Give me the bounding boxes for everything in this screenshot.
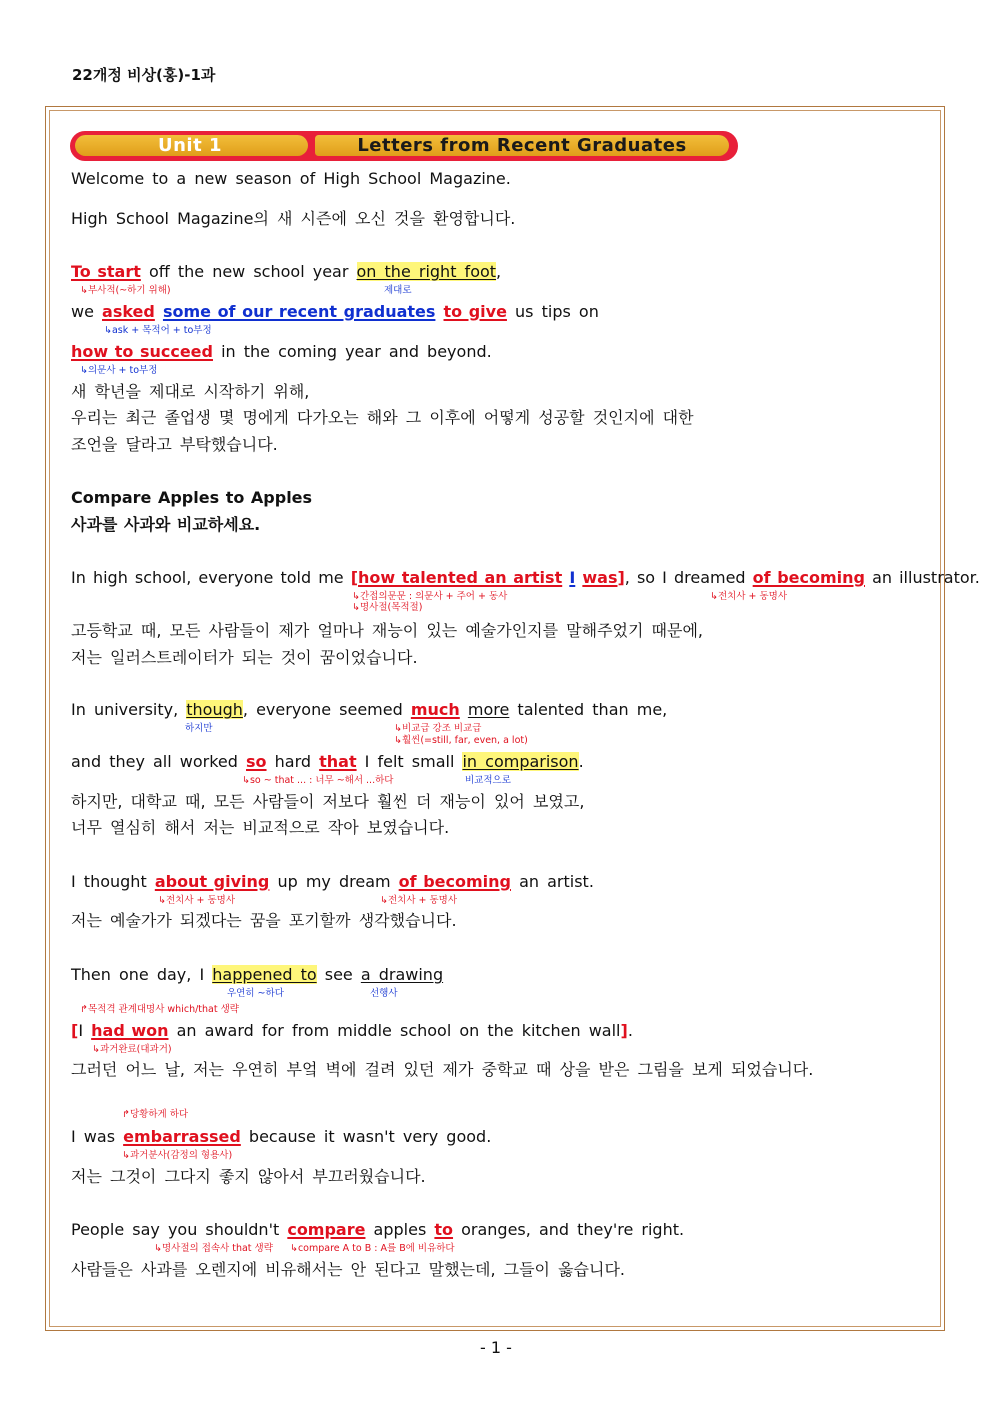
annotation: ↳명사절(목적절): [352, 602, 423, 613]
document-header-label: 22개정 비상(홍)-1과: [72, 66, 216, 84]
p8-line1: People say you shouldn't compare apples to oranges, and they're right.: [71, 1220, 685, 1239]
p6-line2: [I had won an award for from middle school on the kitchen wall].: [71, 1021, 633, 1040]
annotation: 우연히 ~하다: [227, 988, 284, 999]
page-number: - 1 -: [480, 1338, 512, 1357]
p4-ko-2: 너무 열심히 해서 저는 비교적으로 작아 보였습니다.: [71, 818, 450, 837]
annotation: ↳과거완료(대과거): [92, 1044, 172, 1055]
annotation: 제대로: [384, 285, 412, 296]
p2-line1: To start off the new school year on the right foot,: [71, 262, 502, 281]
unit-title: Letters from Recent Graduates: [357, 135, 687, 156]
p2-ko-3: 조언을 달라고 부탁했습니다.: [71, 435, 278, 454]
annotation: ↳so ~ that ... : 너무 ~해서 ...하다: [242, 775, 394, 786]
section-heading-en: Compare Apples to Apples: [71, 488, 313, 507]
p2-line3: how to succeed in the coming year and beyond.: [71, 342, 492, 361]
annotation: 선행사: [370, 988, 398, 999]
p5-ko: 저는 예술가가 되겠다는 꿈을 포기할까 생각했습니다.: [71, 911, 457, 930]
p4-line1: In university, though, everyone seemed much more talented than me,: [71, 700, 668, 719]
annotation: ↳compare A to B : A를 B에 비유하다: [290, 1243, 455, 1254]
p7-ko: 저는 그것이 그다지 좋지 않아서 부끄러웠습니다.: [71, 1167, 426, 1186]
p6-ko: 그러던 어느 날, 저는 우연히 부엌 벽에 걸려 있던 제가 중학교 때 상을 받은 그림을 보게 되었습니다.: [71, 1060, 814, 1079]
annotation: ↳ask + 목적어 + to부정: [104, 325, 212, 336]
annotation: ↳부사적(~하기 위해): [80, 285, 171, 296]
unit-banner: [70, 131, 738, 161]
p2-ko-2: 우리는 최근 졸업생 몇 명에게 다가오는 해와 그 이후에 어떻게 성공할 것인지에 대한: [71, 408, 694, 427]
p4-line2: and they all worked so hard that I felt small in comparison.: [71, 752, 584, 771]
annotation: ↳간접의문문 : 의문사 + 주어 + 동사: [352, 591, 508, 602]
p2-line2: we asked some of our recent graduates to give us tips on: [71, 302, 599, 321]
annotation: ↳과거분사(감정의 형용사): [122, 1150, 233, 1161]
unit-label: Unit 1: [158, 135, 222, 156]
p2-ko-1: 새 학년을 제대로 시작하기 위해,: [71, 382, 310, 401]
annotation: ↱당황하게 하다: [122, 1109, 189, 1120]
p3-ko-2: 저는 일러스트레이터가 되는 것이 꿈이었습니다.: [71, 648, 418, 667]
welcome-en: Welcome to a new season of High School Magazine.: [71, 169, 511, 188]
section-heading-ko: 사과를 사과와 비교하세요.: [71, 515, 261, 534]
welcome-ko: High School Magazine의 새 시즌에 오신 것을 환영합니다.: [71, 209, 516, 228]
p3-ko-1: 고등학교 때, 모든 사람들이 제가 얼마나 재능이 있는 예술가인지를 말해주었기 때문에,: [71, 621, 703, 640]
annotation: ↳훨씬(=still, far, even, a lot): [394, 735, 528, 746]
p3-line1: In high school, everyone told me [how talented an artist I was], so I dreamed of becoming an illustrator.: [71, 568, 980, 587]
p4-ko-1: 하지만, 대학교 때, 모든 사람들이 저보다 훨씬 더 재능이 있어 보였고,: [71, 792, 585, 811]
annotation: ↳전치사 + 동명사: [380, 895, 458, 906]
annotation: ↳전치사 + 동명사: [710, 591, 788, 602]
annotation: ↳의문사 + to부정: [80, 365, 158, 376]
p7-line1: I was embarrassed because it wasn't very good.: [71, 1127, 492, 1146]
p5-line1: I thought about giving up my dream of becoming an artist.: [71, 872, 594, 891]
annotation: ↱목적격 관계대명사 which/that 생략: [80, 1004, 239, 1015]
p6-line1: Then one day, I happened to see a drawing: [71, 965, 444, 984]
p8-ko: 사람들은 사과를 오렌지에 비유해서는 안 된다고 말했는데, 그들이 옳습니다.: [71, 1260, 625, 1279]
annotation: ↳전치사 + 동명사: [158, 895, 236, 906]
annotation: 비교적으로: [465, 775, 511, 786]
annotation: 하지만: [185, 723, 213, 734]
annotation: ↳명사절의 접속사 that 생략: [154, 1243, 273, 1254]
annotation: ↳비교급 강조 비교급: [394, 723, 482, 734]
